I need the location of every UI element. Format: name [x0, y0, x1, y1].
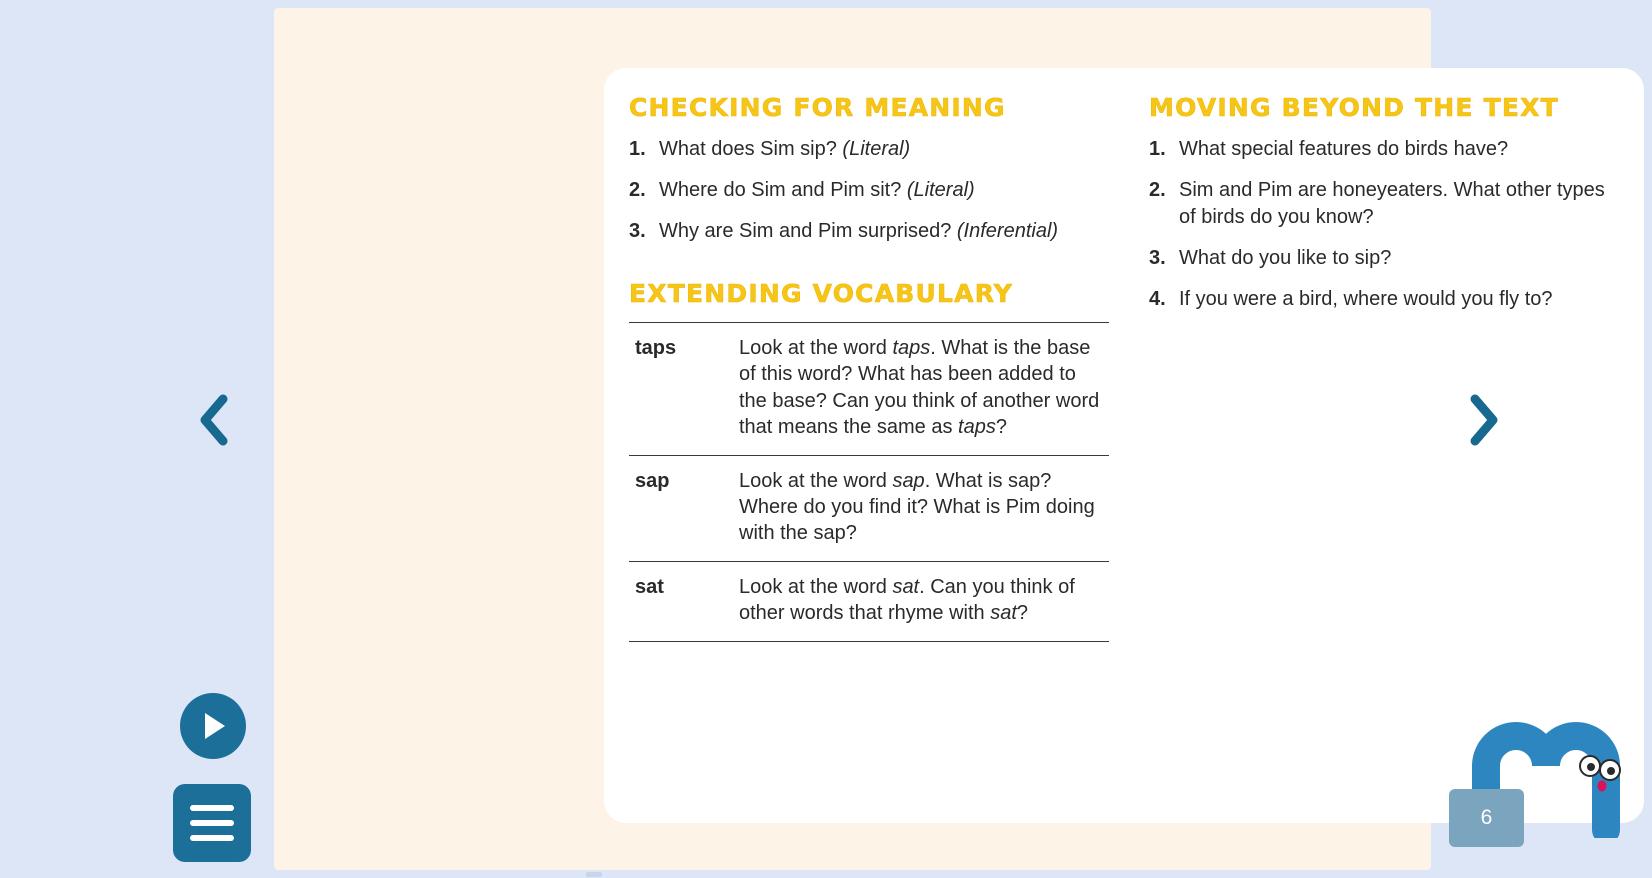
- question-tag: (Literal): [842, 138, 911, 160]
- menu-button[interactable]: [173, 784, 251, 862]
- page-number-badge[interactable]: 6: [1449, 789, 1524, 847]
- question-text: If you were a bird, where would you fly to?: [1179, 288, 1553, 310]
- vocab-prompt-part: Look at the word: [739, 469, 893, 492]
- table-row: [629, 561, 1109, 641]
- vocab-prompt-word: taps: [892, 337, 931, 359]
- vocab-prompt-word: taps: [958, 416, 996, 439]
- question-tag: (Inferential): [956, 220, 1059, 242]
- question-number: 2.: [1149, 179, 1166, 201]
- list-item: [1149, 245, 1619, 272]
- checking-for-meaning-question-list: [629, 136, 1109, 245]
- question-text: What do you like to sip?: [1179, 247, 1392, 269]
- question-body: What does Sim sip?: [659, 138, 837, 160]
- list-item: [629, 177, 1109, 204]
- page-canvas: [274, 8, 1605, 870]
- question-text: What special features do birds have?: [1179, 138, 1509, 160]
- question-body: Where do Sim and Pim sit?: [659, 179, 902, 201]
- vocab-prompt: [733, 323, 1109, 456]
- vocab-prompt-part: Look at the word: [739, 575, 893, 598]
- chevron-left-icon[interactable]: [197, 393, 231, 447]
- hamburger-icon-bar: [190, 805, 234, 811]
- vocab-term: taps: [635, 337, 677, 359]
- question-text: Sim and Pim are honeyeaters. What other types of birds do you know?: [1179, 179, 1605, 228]
- question-text: [659, 177, 1109, 204]
- table-row: [629, 323, 1109, 456]
- question-body: Why are Sim and Pim surprised?: [659, 220, 952, 242]
- hamburger-icon-bar: [190, 835, 234, 841]
- scroll-indicator: [586, 872, 602, 877]
- list-item: [1149, 177, 1619, 231]
- question-number: 1.: [1149, 138, 1166, 160]
- list-item: [629, 136, 1109, 163]
- vocab-prompt-part: . What is the base of this word? What has been added to the base? Can you think of another word that means the same as: [739, 337, 1100, 439]
- hamburger-icon-bar: [190, 820, 234, 826]
- question-number: 2.: [629, 179, 646, 201]
- question-number: 3.: [1149, 247, 1166, 269]
- vocab-prompt-part: ?: [995, 416, 1007, 439]
- question-number: 4.: [1149, 288, 1166, 310]
- question-number: 3.: [629, 220, 646, 242]
- heading-moving-beyond-the-text: MOVING BEYOND THE TEXT: [1149, 93, 1559, 122]
- right-column: [1149, 93, 1619, 327]
- question-number: 1.: [629, 138, 646, 160]
- heading-checking-for-meaning: CHECKING FOR MEANING: [629, 93, 1006, 122]
- heading-extending-vocabulary: EXTENDING VOCABULARY: [629, 279, 1014, 308]
- vocab-prompt-word: sat: [990, 602, 1017, 625]
- chevron-right-icon[interactable]: [1467, 393, 1501, 447]
- vocab-prompt-word: sat: [892, 575, 920, 598]
- vocab-prompt-part: ?: [1016, 602, 1029, 625]
- vocabulary-table: [629, 322, 1109, 642]
- vocab-term: sat: [635, 575, 664, 598]
- vocab-prompt-part: . What is sap? Where do you find it? What is Pim doing with the sap?: [739, 469, 1095, 545]
- vocab-prompt-word: sap: [892, 469, 925, 492]
- moving-beyond-question-list: [1149, 136, 1619, 313]
- question-tag: (Literal): [906, 179, 975, 201]
- play-audio-button[interactable]: [180, 693, 246, 759]
- table-row: [629, 455, 1109, 561]
- question-text: [659, 218, 1109, 245]
- vocab-prompt: [733, 455, 1109, 561]
- vocab-prompt-part: Look at the word: [739, 337, 893, 359]
- vocab-term: sap: [635, 469, 670, 492]
- list-item: [629, 218, 1109, 245]
- left-column: [629, 93, 1109, 642]
- play-icon[interactable]: [205, 713, 225, 739]
- previous-page-button[interactable]: [190, 394, 238, 446]
- list-item: [1149, 286, 1619, 313]
- vocab-prompt: [733, 561, 1109, 641]
- list-item: [1149, 136, 1619, 163]
- question-text: [659, 136, 1109, 163]
- next-page-button[interactable]: [1460, 394, 1508, 446]
- vocab-prompt-part: . Can you think of other words that rhyme with: [739, 575, 1075, 625]
